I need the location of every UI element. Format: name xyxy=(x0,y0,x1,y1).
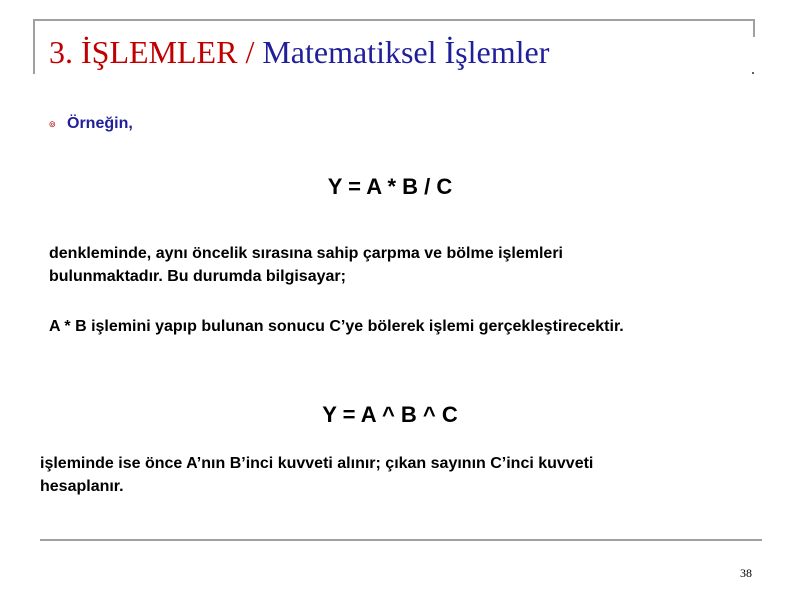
bullet-text: Örneğin, xyxy=(67,115,133,132)
paragraph-line: işleminde ise önce A’nın B’inci kuvveti alınır; çıkan sayının C’inci kuvveti xyxy=(40,455,594,472)
right-border-line xyxy=(753,19,755,37)
formula-exponent: Y = A ^ B ^ C xyxy=(322,402,458,427)
paragraph-precedence xyxy=(49,242,563,288)
paragraph-evaluation: A * B işlemini yapıp bulunan sonucu C’ye bölerek işlemi gerçekleştirecektir. xyxy=(49,318,624,335)
title-separator: / xyxy=(245,34,255,70)
formula-multiplication-division: Y = A * B / C xyxy=(327,174,453,199)
corner-dot xyxy=(752,72,754,74)
paragraph-exponent-explanation xyxy=(40,452,593,498)
slide-title xyxy=(49,32,549,72)
bullet-item xyxy=(49,113,133,135)
left-border-line xyxy=(33,19,35,74)
paragraph-line: denkleminde, aynı öncelik sırasına sahip çarpma ve bölme işlemleri xyxy=(49,245,563,262)
title-section: 3. İŞLEMLER xyxy=(49,34,238,70)
page-number: 38 xyxy=(740,566,752,580)
title-subsection: Matematiksel İşlemler xyxy=(262,34,550,70)
paragraph-line: hesaplanır. xyxy=(40,478,124,495)
bottom-border-line xyxy=(40,539,762,541)
top-border-line xyxy=(33,19,755,21)
spiral-bullet-icon: ๏ xyxy=(49,118,56,130)
paragraph-line: bulunmaktadır. Bu durumda bilgisayar; xyxy=(49,268,346,285)
